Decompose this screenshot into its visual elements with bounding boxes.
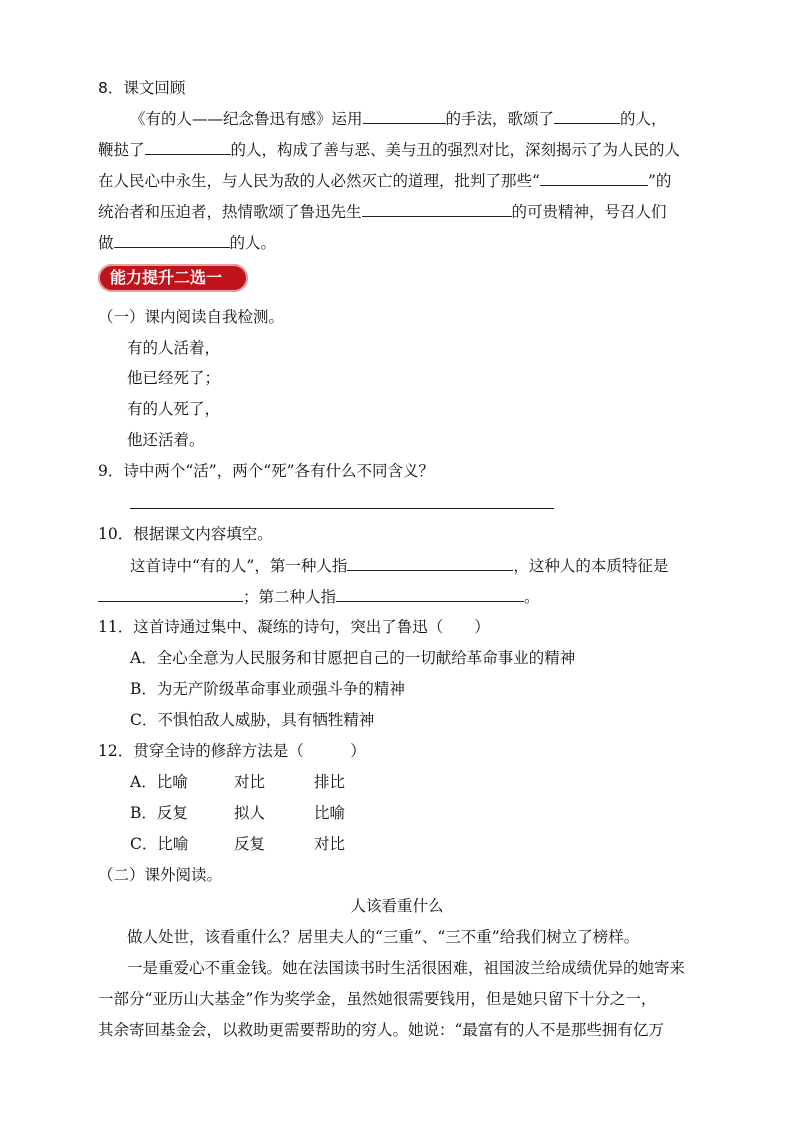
q12-option-a-2: 对比 <box>234 773 266 791</box>
q8-line-3 <box>98 170 671 191</box>
q8-line-1 <box>130 108 667 129</box>
q12-option-a[interactable]: A．比喻 <box>130 773 188 791</box>
q11-option-b[interactable]: B．为无产阶级革命事业顽强斗争的精神 <box>130 680 405 698</box>
q12-option-c[interactable]: C．比喻 <box>130 835 189 853</box>
part1-title: （一）课内阅读自我检测。 <box>98 308 285 326</box>
poem-line: 有的人死了， <box>127 400 221 418</box>
q9-answer-line[interactable] <box>130 508 554 509</box>
q8-text: 的人。 <box>229 234 277 252</box>
q8-line-2 <box>98 139 680 160</box>
answer-blank[interactable] <box>98 586 243 602</box>
article-paragraph: 一部分“亚历山大基金”作为奖学金，虽然她很需要钱用，但是她只留下十分之一， <box>98 990 657 1008</box>
q10-line-2 <box>98 586 540 607</box>
poem-line: 有的人活着， <box>127 339 221 357</box>
q10-text: ；第二种人指 <box>243 588 337 606</box>
answer-blank[interactable] <box>336 586 524 602</box>
q8-text: 在人民心中永生，与人民为敌的人必然灭亡的道理，批判了那些“ <box>98 172 540 190</box>
poem-line: 他已经死了； <box>127 369 221 387</box>
q8-title: 8．课文回顾 <box>98 79 186 97</box>
q8-text: 鞭挞了 <box>98 141 145 159</box>
q12-option-c-3: 对比 <box>314 835 346 853</box>
q8-line-4 <box>98 201 667 222</box>
q10-line-1 <box>130 555 668 576</box>
q12-option-b[interactable]: B．反复 <box>130 804 188 822</box>
q8-text: 的手法，歌颂了 <box>445 110 555 128</box>
answer-blank[interactable] <box>114 232 230 248</box>
q8-text: 统治者和压迫者，热情歌颂了鲁迅先生 <box>98 203 362 221</box>
q8-text: 《有的人——纪念鲁迅有感》运用 <box>130 110 363 128</box>
q8-text: 的人， <box>620 110 667 128</box>
answer-blank[interactable] <box>554 108 620 124</box>
q12-option-b-3: 比喻 <box>314 804 346 822</box>
q10-title: 10．根据课文内容填空。 <box>98 525 273 543</box>
q11-title: 11．这首诗通过集中、凝练的诗句，突出了鲁迅（ ） <box>98 618 490 636</box>
q10-text: 。 <box>524 588 540 606</box>
q12-option-c-2: 反复 <box>234 835 266 853</box>
q8-text: ”的 <box>647 172 672 190</box>
q11-option-c[interactable]: C．不惧怕敌人威胁，具有牺牲精神 <box>130 711 375 729</box>
q9-text: 9．诗中两个“活”，两个“死”各有什么不同含义？ <box>98 462 435 480</box>
part2-title: （二）课外阅读。 <box>98 866 223 884</box>
answer-blank[interactable] <box>540 170 648 186</box>
q8-text: 做 <box>98 234 114 252</box>
article-paragraph: 其余寄回基金会，以救助更需要帮助的穷人。她说：“最富有的人不是那些拥有亿万 <box>98 1021 664 1039</box>
article-paragraph: 一是重爱心不重金钱。她在法国读书时生活很困难，祖国波兰给成绩优异的她寄来 <box>127 959 686 977</box>
poem-line: 他还活着。 <box>127 431 205 449</box>
q8-text: 的人，构成了善与恶、美与丑的强烈对比，深刻揭示了为人民的人 <box>230 141 681 159</box>
q12-title: 12．贯穿全诗的修辞方法是（ ） <box>98 742 366 760</box>
q11-option-a[interactable]: A．全心全意为人民服务和甘愿把自己的一切献给革命事业的精神 <box>130 649 576 667</box>
article-title: 人该看重什么 <box>350 897 444 915</box>
q12-option-b-2: 拟人 <box>234 804 266 822</box>
section-badge: 能力提升二选一 <box>98 264 248 292</box>
q8-line-5 <box>98 232 276 253</box>
answer-blank[interactable] <box>347 555 513 571</box>
answer-blank[interactable] <box>363 108 446 124</box>
answer-blank[interactable] <box>145 139 231 155</box>
answer-blank[interactable] <box>362 201 512 217</box>
q12-option-a-3: 排比 <box>314 773 346 791</box>
q8-text: 的可贵精神，号召人们 <box>511 203 667 221</box>
article-paragraph: 做人处世，该看重什么？居里夫人的“三重”、“三不重”给我们树立了榜样。 <box>127 928 640 946</box>
q10-text: ，这种人的本质特征是 <box>513 557 669 575</box>
q10-text: 这首诗中“有的人”，第一种人指 <box>130 557 348 575</box>
